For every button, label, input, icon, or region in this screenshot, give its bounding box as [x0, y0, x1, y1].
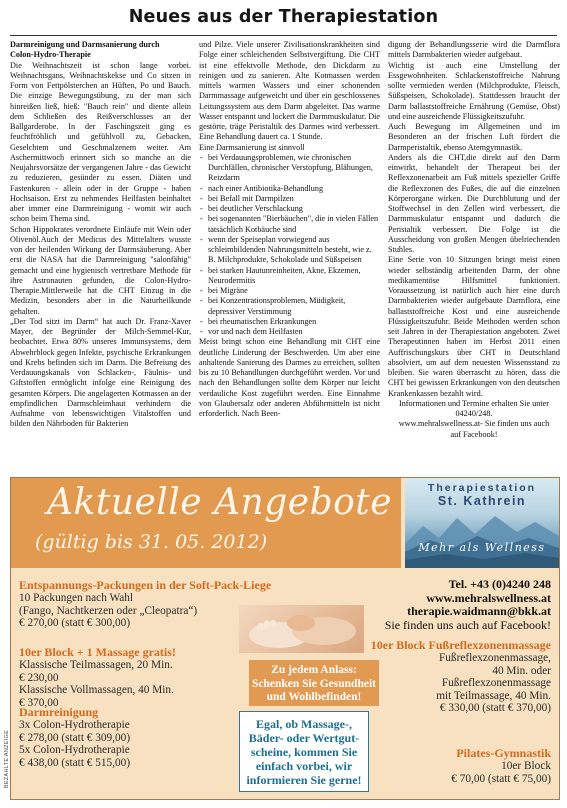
- banner-line: Zu jedem Anlass:: [271, 664, 357, 676]
- page-title: Neues aus der Therapiestation: [128, 7, 439, 27]
- offer-title: 10er Block + 1 Massage gratis!: [19, 645, 176, 659]
- indication-list: [199, 153, 380, 338]
- logo-line-2: St. Kathrein: [437, 494, 527, 508]
- ad-header-banner: [11, 478, 401, 568]
- offer-massage-block: [19, 645, 239, 709]
- offer-line: mit Teilmassage, 40 Min.: [436, 689, 551, 702]
- info-line: Informationen und Termine erhalten Sie unter: [398, 398, 549, 408]
- logo-line-1: Therapiestation: [427, 482, 537, 494]
- article-column-3: [388, 40, 560, 472]
- contact-phone[interactable]: Tel. +43 (0)4240 248: [448, 577, 551, 591]
- article-paragraph: Wichtig ist auch eine Umstellung der Essgewohnheiten. Schlackenstoffreiche Nahrung sollte vermieden werden (Milchprodukte, Fleisch, Süßspeisen, Schokolade). Stattdessen braucht der Darm ballaststoffreiche Ernährung (Gemüse, Obst) und eine ausreichende Flüssigkeitszufuhr.: [388, 60, 560, 121]
- article-paragraph: Anders als die CHT,die direkt auf den Darm einwirkt, behandelt der Therapeut bei der Reflexzonenarbeit am Fuß mittels spezieller Griffe die Reflexzonen des Fußes, die auf die einzelnen Körperorgane wirken. Die Durchblutung und der Stoffwechsel in den Zellen wird verbessert, die Darmmuskulatur entspannt und dadurch die Peristaltik verbessert. Die Folge ist die Ausscheidung von großen Mengen übelriechenden Stuhles.: [388, 152, 560, 254]
- gift-voucher-banner: [249, 660, 379, 706]
- offer-price: € 438,00 (statt € 515,00): [19, 756, 131, 769]
- banner-line: Schenken Sie Gesundheit: [252, 677, 376, 690]
- article-heading-line-1: Darmreinigung und Darmsanierung durch: [10, 40, 160, 49]
- list-item: - bei rheumatischen Erkrankungen: [199, 317, 380, 327]
- article-paragraph: digung der Behandlungsserie wird die Darmflora mittels Darmbakterien wieder aufgebaut.: [388, 40, 560, 60]
- paid-ad-label: BEZAHLTE ANZEIGE: [4, 729, 11, 789]
- logo-tagline: Mehr als Wellness: [418, 541, 546, 554]
- foot-massage-icon: [239, 605, 364, 653]
- offer-price: € 270,00 (statt € 300,00): [19, 617, 131, 629]
- article-paragraph: Schon Hippokrates verordnete Einläufe mit Wein oder Olivenöl.Auch der Medicus des Mittelalters wusste von der heilenden Wirkung der Darmsäuberung. Aber erst die NASA hat die Darmreinigung "salonfähig" gemacht und eine hygienisch vertretbare Methode für ihre Astronauten gefunden, die Colon-Hydro-Therapie.Mittlerweile hat die CHT Einzug in die Medizin, besonders aber in die Naturheilkunde gehalten.: [10, 224, 191, 316]
- offer-title: Entspannungs-Packungen in der Soft-Pack-Liege: [19, 578, 272, 592]
- article-paragraph: Die Weihnachtszeit ist schon lange vorbei. Weihnachtsgans, Weihnachtskekse und Co sitzen in Form von Fettpölsterchen an Hüften, Po und Bauch. Die einzige Bewegungsübung, zu der man sich hinreißen ließ, hieß: "Bauch rein" und diente allein dem Schließen des Reißverschlusses an der Ballgarderobe. In der Faschingszeit ging es feuchtfröhlich und gefühlvoll zu, Gebacken, Geselchtem und Geschmalzenem weiter. Am Aschermittwoch erinnert sich so manche an die Neujahrsvorsätze der vergangenen Jahre - das Gewicht zu reduzieren, gesünder zu essen. Diäten und Fastenkuren - allein oder in der Gruppe - haben Hochsaison. Erst zu nehmendes Heilfasten beinhaltet aber immer eine Darmreinigung - womit wir auch schon beim Thema sind.: [10, 60, 191, 224]
- therapiestation-logo: [405, 478, 559, 568]
- offer-price: € 370,00: [19, 696, 59, 709]
- offer-price: € 278,00 (statt € 309,00): [19, 731, 131, 744]
- info-web[interactable]: www.mehralswellness.at- Sie finden uns auch: [398, 419, 550, 429]
- list-item: - nach einer Antibiotika-Behandlung: [199, 184, 380, 194]
- voucher-line: Bäder- oder Wertgut-: [248, 731, 360, 745]
- advertisement-box: [10, 477, 560, 800]
- offer-line: (Fango, Nachtkerzen oder „Cleopatra“): [19, 604, 198, 617]
- info-phone: 04240/248.: [455, 409, 493, 418]
- list-item: - bei starken Hautunreinheiten, Akne, Ekzemen, Neurodermitis: [199, 266, 380, 287]
- voucher-line: einfach vorbei, wir: [255, 759, 353, 773]
- offer-line: 10er Block: [501, 760, 551, 772]
- title-rule: [10, 35, 557, 36]
- offer-title: 10er Block Fußreflexzonenmassage: [370, 638, 551, 652]
- ad-title: Aktuelle Angebote: [47, 482, 393, 523]
- voucher-line: scheine, kommen Sie: [250, 745, 358, 759]
- article-paragraph: Eine Serie von 10 Sitzungen bringt meist einen wieder selbständig arbeitenden Darm, der ohne medikamentöse Hilfsmittel funktioniert. Voraussetzung ist natürlich auch hier eine durch Darmbakterien wieder aufgebaute Darmflora, eine ballaststoffreiche Kost und eine ausreichende Flüssigkeitszufuhr. Beide Methoden werden schon seit Jahren in der Therapiestation angeboten. Zwei Therapeutinnen haben im Herbst 2011 einen Auffrischungskurs über CHT in Deutschland absolviert, um auf dem neuesten Wissensstand zu bleiben. Sie waren überrascht zu hören, dass die CHT bei gewissen Erkrankungen von den deutschen Krankenkassen bezahlt wird.: [388, 255, 560, 398]
- info-facebook: auf Facebook!: [450, 429, 498, 439]
- offer-title: Pilates-Gymnastik: [456, 746, 551, 760]
- offer-price: € 70,00 (statt € 75,00): [451, 772, 551, 785]
- offer-line: Klassische Teilmassagen, 20 Min.: [19, 659, 173, 671]
- offer-line: Fußreflexzonenmassage: [441, 677, 551, 689]
- foot-massage-photo: [239, 605, 364, 653]
- contact-email[interactable]: therapie.waidmann@bkk.at: [407, 604, 551, 618]
- article-paragraph: „Der Tod sitzt im Darm“ hat auch Dr. Franz-Xaver Mayer, der Begründer der Milch-Semmel-Kur, beobachtet. Etwa 80% unseres Immunsystems, dem Abwehrblock gegen Infekte, psychische Erkrankungen und Krebs befinden sich im Darm. Die Befreiung des Verdauungskanals von Schlacken-, Fäulnis- und Giftstoffen ermöglicht infolge eine Reinigung des gesamten Körpers. Die angelagerten Kotmassen an der empfindlichen Darmschleimhaut verhindern die Aufnahme von lebenswichtigen Vitalstoffen und bilden den Nährboden für Bakterien: [10, 316, 191, 429]
- list-item: - wenn der Speiseplan vorwiegend aus schleimbildenden Nahrungsmitteln besteht, wie z. B. Milchprodukte, Schokolade und Süßspeisen: [199, 235, 380, 266]
- contact-website[interactable]: www.mehralswellness.at: [426, 590, 551, 605]
- offer-line: Fußreflexzonenmassage,: [439, 652, 551, 664]
- article-paragraph: Auch Bewegung im Allgemeinen und im Besonderen an der frischen Luft fördert die Darmperistaltik, ebenso Atemgymnastik.: [388, 122, 560, 152]
- list-item: - bei deutlicher Verschlackung: [199, 204, 380, 214]
- article-column-1: [10, 40, 191, 472]
- offer-price: € 230,00: [19, 671, 59, 684]
- offer-line: 5x Colon-Hydrotherapie: [19, 744, 130, 756]
- voucher-line: informieren Sie gerne!: [246, 773, 362, 787]
- contact-facebook: Sie finden uns auch auf Facebook!: [384, 617, 551, 632]
- offer-darmreinigung: [19, 705, 239, 769]
- offer-line: 40 Min. oder: [492, 664, 551, 677]
- ad-subtitle: (gültig bis 31. 05. 2012): [35, 531, 268, 553]
- article-paragraph: und Pilze. Viele unserer Zivilisationskrankheiten sind Folge einer schleichenden Selbstvergiftung. Die CHT ist eine effektvolle Methode, den Dickdarm zu reinigen und zu sanieren. Alte Kotmassen werden mittels warmen Wassers und einer schonenden Darmmassage aufgeweicht und über ein geschlossenes Leitungssystem aus dem Darm abgeleitet. Das warme Wasser entspannt und lockert die Darmmuskulatur. Die gestörte, träge Peristaltik des Darmes wird verbessert. Eine Behandlung dauert ca. 1 Stunde.: [199, 40, 380, 142]
- list-item: - bei Konzentrationsproblemen, Müdigkeit, depressiver Verstimmung: [199, 296, 380, 317]
- mountain-landscape-icon: [405, 504, 559, 568]
- list-item: - bei Befall mit Darmpilzen: [199, 194, 380, 204]
- list-item: - bei sogenannten "Bierbäuchen", die in vielen Fällen tatsächlich Kotbäuche sind: [199, 214, 380, 235]
- article-column-2: [199, 40, 380, 472]
- banner-line: und Wohlbefinden!: [266, 691, 362, 703]
- article-paragraph: Meist bringt schon eine Behandlung mit CHT eine deutliche Linderung der Beschwerden. Um aber eine anhaltende Sanierung des Darmes zu erreichen, sollten bis zu 10 Behandlungen durchgeführt werden. Vor und nach den Behandlungen sollte dem Körper nur leicht verdauliche Kost zugeführt werden. Eine Einnahme von Glaubersalz oder anderen Abführmitteln ist nicht erforderlich. Nach Been-: [199, 337, 380, 418]
- offer-line: 3x Colon-Hydrotherapie: [19, 719, 130, 731]
- list-intro: Eine Darmsanierung ist sinnvoll: [199, 142, 305, 152]
- offer-line: 10 Packungen nach Wahl: [19, 592, 134, 604]
- offer-price: € 330,00 (statt € 370,00): [439, 702, 551, 714]
- list-item: - vor und nach dem Heilfasten: [199, 327, 380, 337]
- offer-line: Klassische Vollmassagen, 40 Min.: [19, 684, 174, 696]
- voucher-line: Egal, ob Massage-,: [256, 717, 352, 731]
- offer-pilates: [351, 746, 551, 785]
- list-item: - bei Verdauungsproblemen, wie chronischen Durchfällen, chronischer Verstopfung, Blähungen, Reizdarm: [199, 153, 380, 184]
- article-heading-line-2: Colon-Hydro-Therapie: [10, 50, 91, 60]
- list-item: - bei Migräne: [199, 286, 380, 296]
- offer-title: Darmreinigung: [19, 705, 99, 719]
- voucher-info-box: [239, 711, 369, 792]
